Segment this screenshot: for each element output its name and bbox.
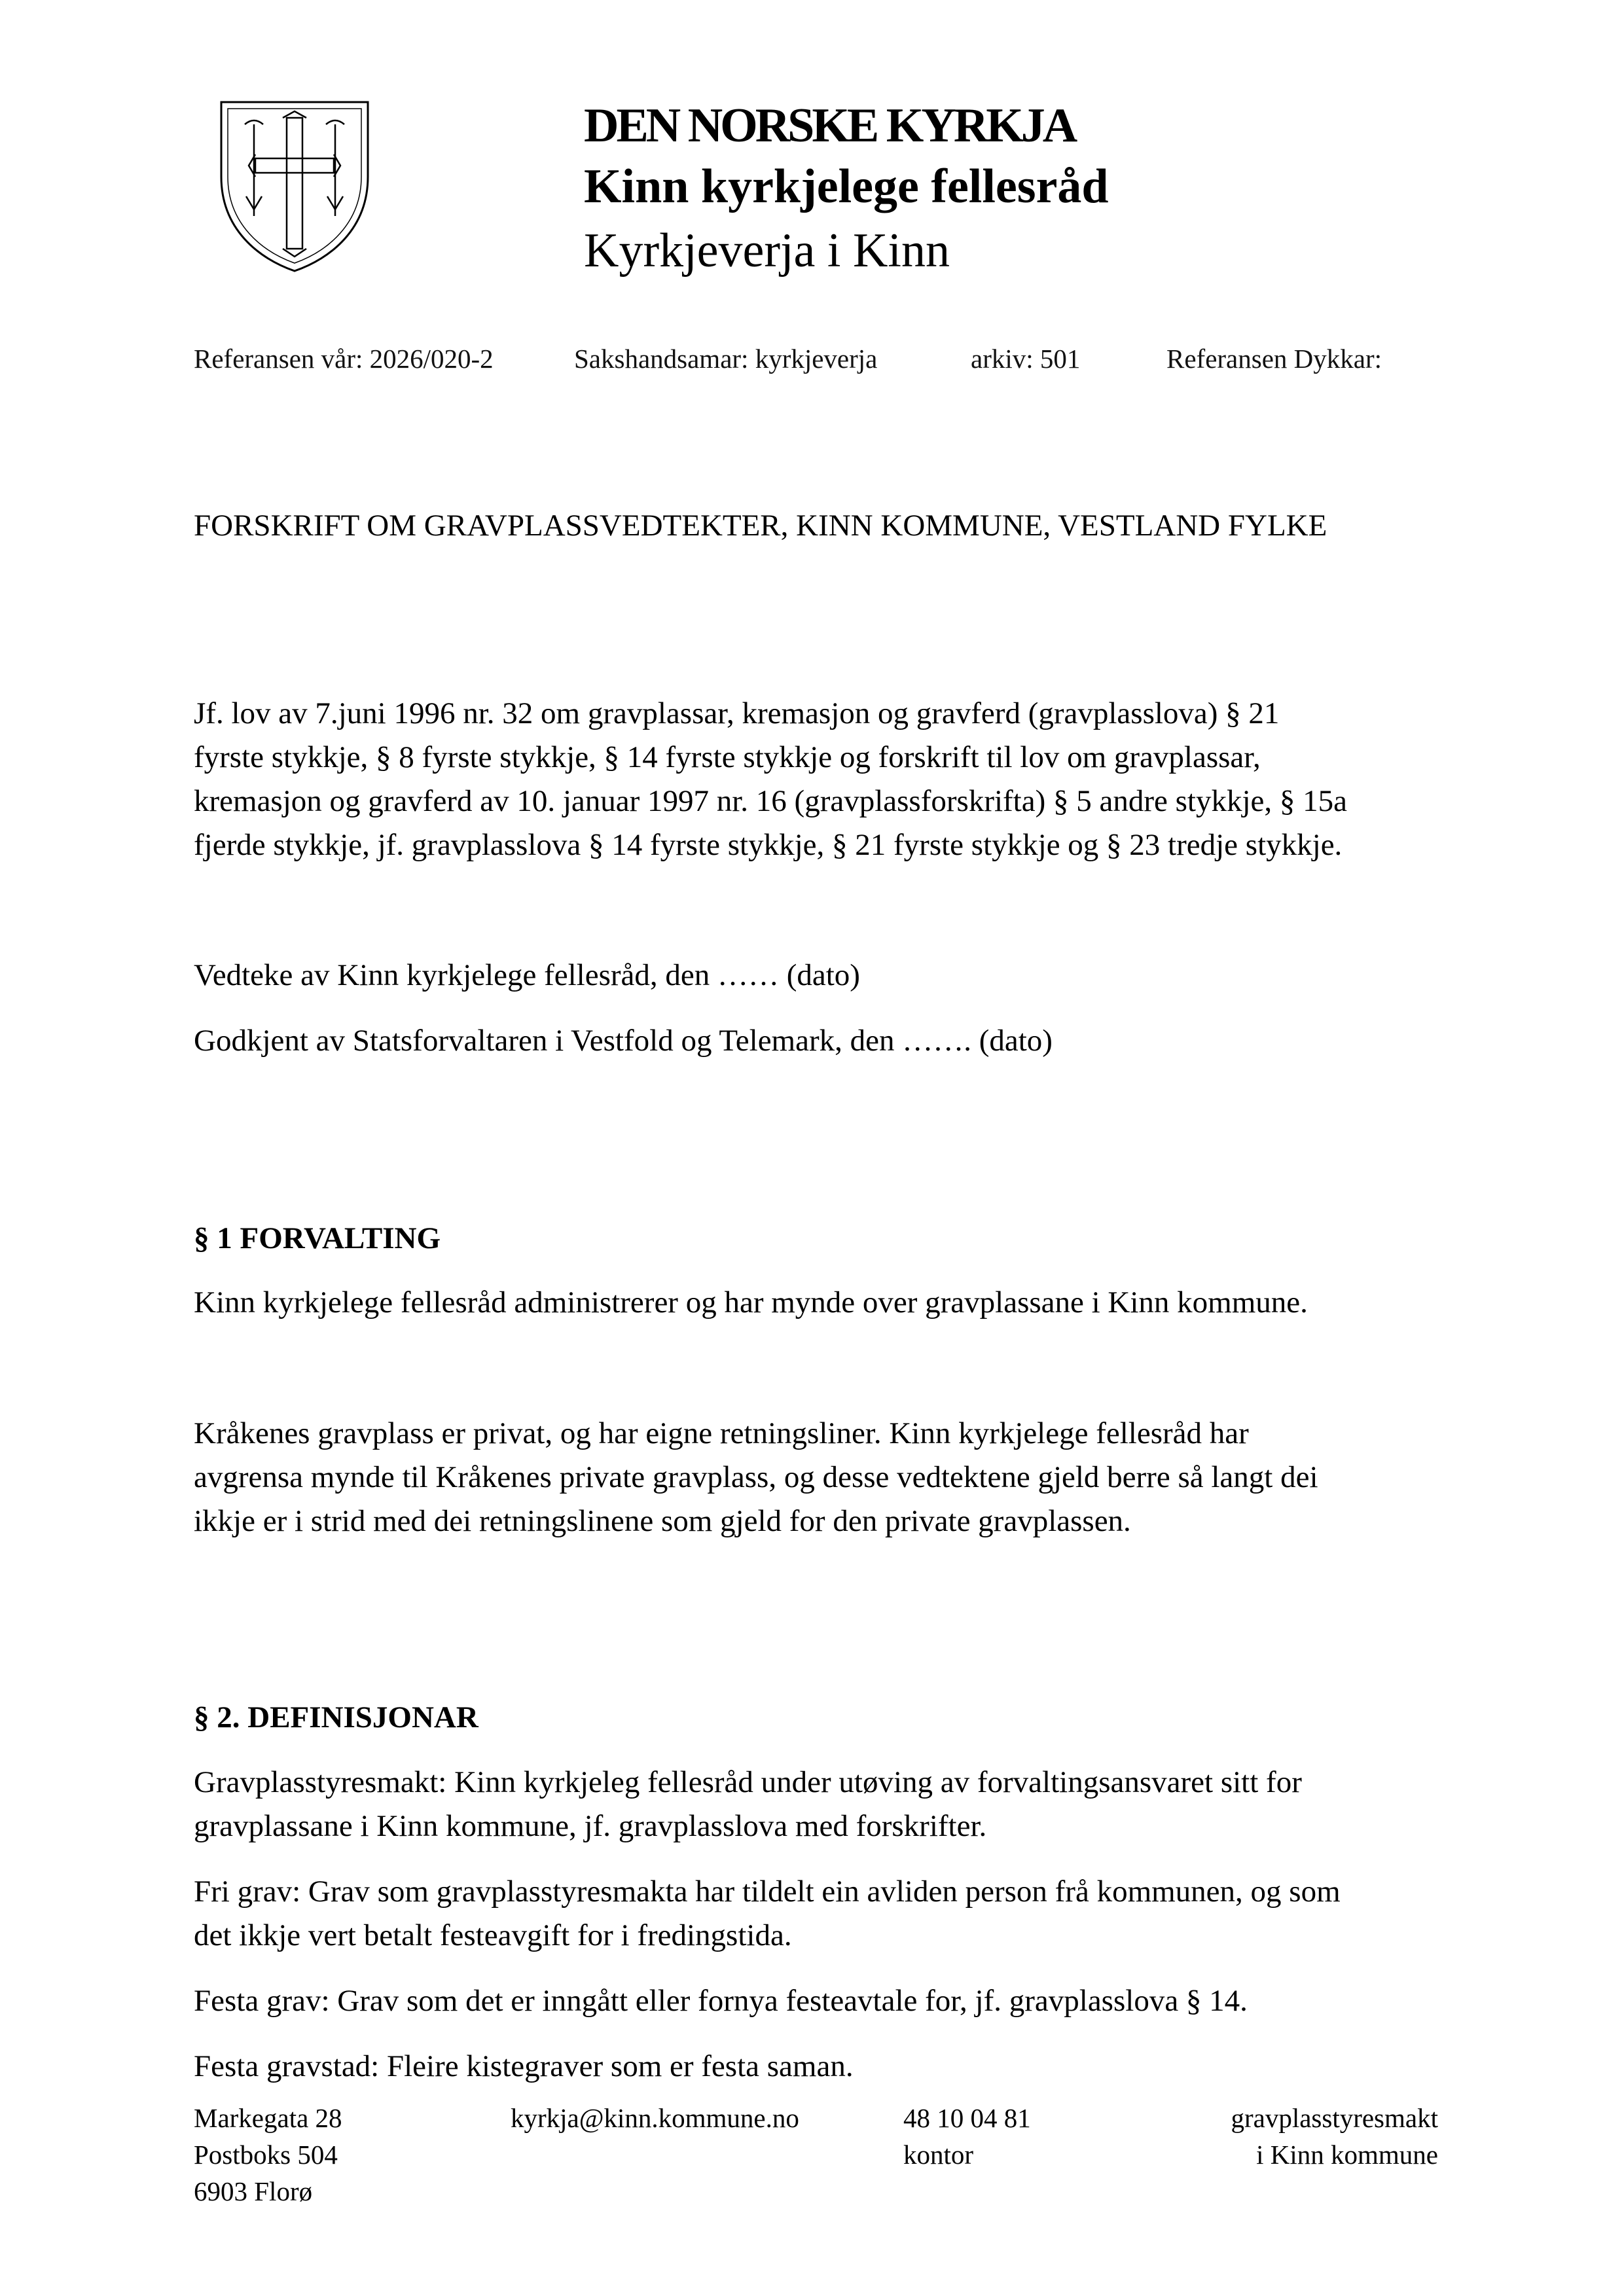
section1-paragraph-line: avgrensa mynde til Kråkenes private gravplass, og desse vedtektene gjeld berre så langt dei bbox=[194, 1460, 1318, 1494]
footer-authority-line: gravplasstyresmakt bbox=[1231, 2103, 1438, 2133]
definition-line: det ikkje vert betalt festeavgift for i fredingstida. bbox=[194, 1918, 792, 1952]
legal-basis-line: fjerde stykkje, jf. gravplasslova § 14 fyrste stykkje, § 21 fyrste stykkje og § 23 tredje stykkje. bbox=[194, 828, 1343, 862]
your-reference: Referansen Dykkar: bbox=[1166, 344, 1382, 374]
section1-paragraph-line: Kråkenes gravplass er privat, og har eigne retningsliner. Kinn kyrkjelege fellesråd har bbox=[194, 1416, 1249, 1450]
definition-line: Fri grav: Grav som gravplasstyresmakta har tildelt ein avliden person frå kommunen, og som bbox=[194, 1874, 1341, 1909]
footer-address-line: 6903 Florø bbox=[194, 2176, 313, 2206]
section2-heading: § 2. DEFINISJONAR bbox=[194, 1700, 478, 1734]
approved-line: Godkjent av Statsforvaltaren i Vestfold og Telemark, den ……. (dato) bbox=[194, 1024, 1053, 1058]
section1-paragraph: Kinn kyrkjelege fellesråd administrerer og har mynde over gravplassane i Kinn kommune. bbox=[194, 1285, 1308, 1319]
org-name-line3: Kyrkjeverja i Kinn bbox=[584, 224, 950, 278]
document-title: FORSKRIFT OM GRAVPLASSVEDTEKTER, KINN KOMMUNE, VESTLAND FYLKE bbox=[194, 509, 1327, 543]
footer-authority bbox=[1231, 2100, 1438, 2173]
legal-basis-line: Jf. lov av 7.juni 1996 nr. 32 om gravplassar, kremasjon og gravferd (gravplasslova) § 21 bbox=[194, 696, 1280, 730]
definition-line: Festa grav: Grav som det er inngått eller fornya festeavtale for, jf. gravplasslova § 14. bbox=[194, 1984, 1248, 2018]
adopted-line: Vedteke av Kinn kyrkjelege fellesråd, den …… (dato) bbox=[194, 958, 860, 992]
legal-basis-line: kremasjon og gravferd av 10. januar 1997 nr. 16 (gravplassforskrifta) § 5 andre stykkje, § 15a bbox=[194, 784, 1347, 818]
definition-line: gravplassane i Kinn kommune, jf. gravplasslova med forskrifter. bbox=[194, 1809, 987, 1843]
org-name-line2: Kinn kyrkjelege fellesråd bbox=[584, 160, 1109, 213]
footer-phone-number: 48 10 04 81 bbox=[903, 2103, 1031, 2133]
footer-phone bbox=[903, 2100, 1031, 2173]
archive-number: arkiv: 501 bbox=[971, 344, 1081, 374]
footer-address-line: Postboks 504 bbox=[194, 2140, 338, 2170]
our-reference: Referansen vår: 2026/020-2 bbox=[194, 344, 494, 374]
footer-authority-line: i Kinn kommune bbox=[1256, 2140, 1438, 2170]
section1-heading: § 1 FORVALTING bbox=[194, 1221, 441, 1255]
church-shield-cross-icon bbox=[216, 98, 373, 275]
org-name-line1: DEN NORSKE KYRKJA bbox=[584, 99, 1075, 152]
footer-address bbox=[194, 2100, 342, 2210]
footer-phone-label: kontor bbox=[903, 2140, 974, 2170]
legal-basis-line: fyrste stykkje, § 8 fyrste stykkje, § 14 fyrste stykkje og forskrift til lov om gravplassar, bbox=[194, 740, 1261, 774]
case-officer: Sakshandsamar: kyrkjeverja bbox=[574, 344, 878, 374]
section1-paragraph-line: ikkje er i strid med dei retningslinene som gjeld for den private gravplassen. bbox=[194, 1504, 1131, 1538]
footer-address-line: Markegata 28 bbox=[194, 2103, 342, 2133]
footer-email: kyrkja@kinn.kommune.no bbox=[511, 2103, 799, 2133]
definition-line: Gravplasstyresmakt: Kinn kyrkjeleg fellesråd under utøving av forvaltingsansvaret sitt for bbox=[194, 1765, 1302, 1799]
definition-line: Festa gravstad: Fleire kistegraver som er festa saman. bbox=[194, 2049, 854, 2083]
